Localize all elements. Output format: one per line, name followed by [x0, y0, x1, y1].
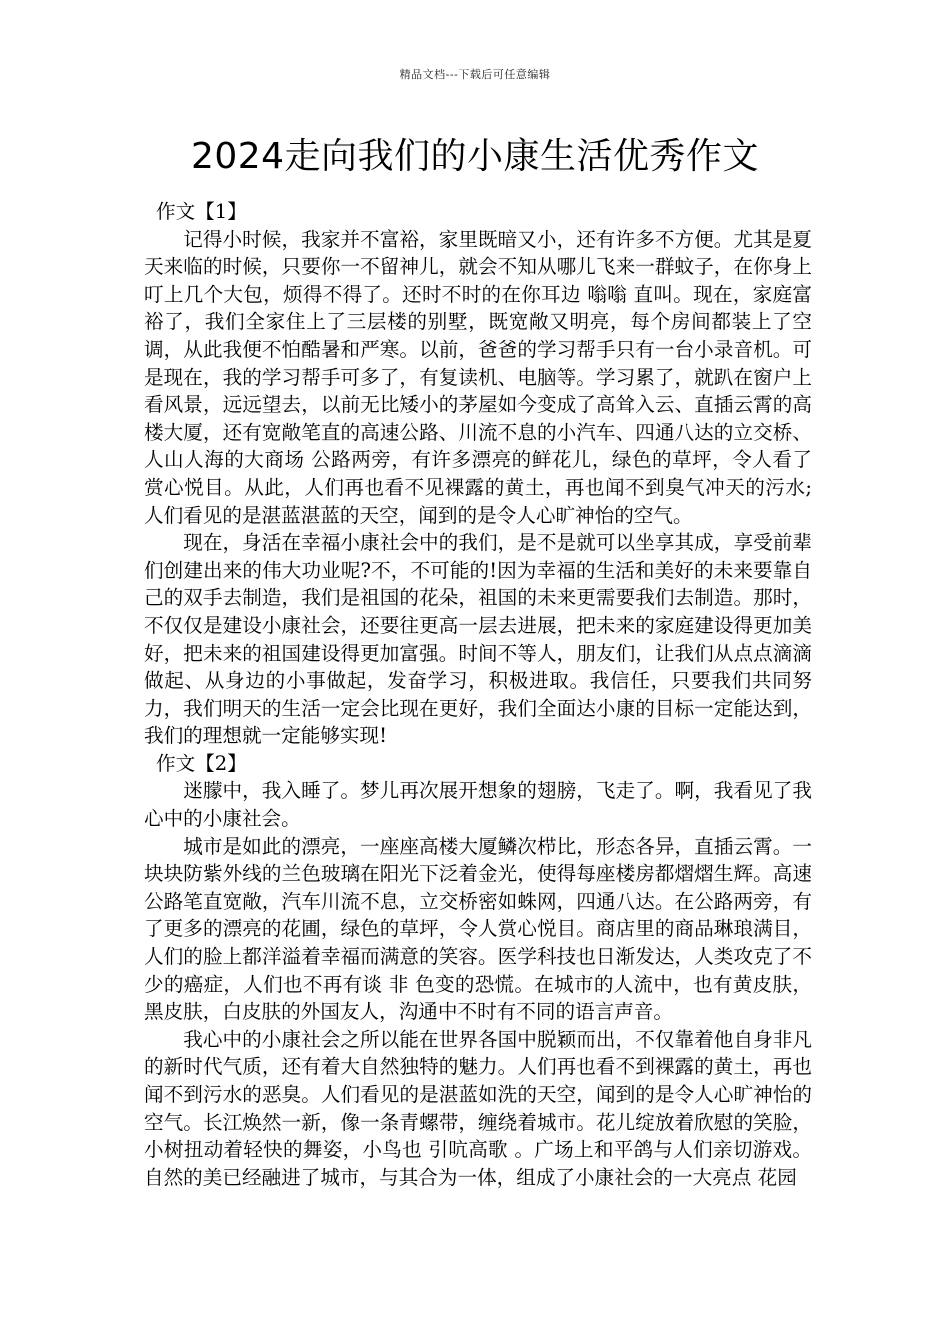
paragraph: 记得小时候，我家并不富裕，家里既暗又小，还有许多不方便。尤其是夏天来临的时候，只要你一不留神儿，就会不知从哪儿飞来一群蚊子，在你身上叮上几个大包，烦得不得了。还时不时的在你耳边 嗡嗡 直叫。现在，家庭富裕了，我们全家住上了三层楼的别墅，既宽敞又明亮，每个房间都装上了空调，从此我便不怕酷暑和严寒。以前，爸爸的学习帮手只有一台小录音机。可是现在，我的学习帮手可多了，有复读机、电脑等。学习累了，就趴在窗户上看风景，远远望去，以前无比矮小的茅屋如今变成了高耸入云、直插云霄的高楼大厦，还有宽敞笔直的高速公路、川流不息的小汽车、四通八达的立交桥、人山人海的大商场 公路两旁，有许多漂亮的鲜花儿，绿色的草坪，令人看了赏心悦目。从此，人们再也看不见裸露的黄土，再也闻不到臭气冲天的污水;人们看见的是湛蓝湛蓝的天空，闻到的是令人心旷神怡的空气。	[144, 227, 812, 527]
section-heading: 作文【2】	[156, 751, 247, 775]
header-note: 精品文档---下载后可任意编辑	[399, 68, 551, 81]
section-heading: 作文【1】	[156, 200, 247, 223]
paragraph: 迷朦中，我入睡了。梦儿再次展开想象的翅膀，飞走了。啊，我看见了我心中的小康社会。	[144, 779, 812, 831]
essay-body	[144, 198, 812, 1191]
paragraph: 现在，身活在幸福小康社会中的我们，是不是就可以坐享其成，享受前辈们创建出来的伟大功业呢?不，不可能的!因为幸福的生活和美好的未来要靠自己的双手去制造，我们是祖国的花朵，祖国的未来更需要我们去制造。那时，不仅仅是建设小康社会，还要往更高一层去进展，把未来的家庭建设得更加美好，把未来的祖国建设得更加富强。时间不等人，朋友们，让我们从点点滴滴做起、从身边的小事做起，发奋学习，积极进取。我信任，只要我们共同努力，我们明天的生活一定会比现在更好，我们全面达小康的目标一定能达到，我们的理想就一定能够实现!	[144, 531, 812, 748]
essay-section-1	[144, 198, 812, 750]
essay-section-2	[144, 750, 812, 1192]
paragraph: 我心中的小康社会之所以能在世界各国中脱颖而出，不仅靠着他自身非凡的新时代气质，还有着大自然独特的魅力。人们再也看不到裸露的黄土，再也闻不到污水的恶臭。人们看见的是湛蓝如洗的天空，闻到的是令人心旷神怡的空气。长江焕然一新，像一条青螺带，缠绕着城市。花儿绽放着欣慰的笑脸，小树扭动着轻快的舞姿，小鸟也 引吭高歌 。广场上和平鸽与人们亲切游戏。自然的美已经融进了城市，与其合为一体，组成了小康社会的一大亮点 花园	[144, 1027, 812, 1189]
paragraph: 城市是如此的漂亮，一座座高楼大厦鳞次栉比，形态各异，直插云霄。一块块防紫外线的兰色玻璃在阳光下泛着金光，使得每座楼房都熠熠生辉。高速公路笔直宽敞，汽车川流不息，立交桥密如蛛网，四通八达。在公路两旁，有了更多的漂亮的花圃，绿色的草坪，令人赏心悦目。商店里的商品琳琅满目，人们的脸上都洋溢着幸福而满意的笑容。医学科技也日渐发达，人类攻克了不少的癌症，人们也不再有谈 非 色变的恐慌。在城市的人流中，也有黄皮肤，黑皮肤，白皮肤的外国友人，沟通中不时有不同的语言声音。	[144, 834, 812, 1024]
document-title: 2024走向我们的小康生活优秀作文	[190, 136, 760, 177]
